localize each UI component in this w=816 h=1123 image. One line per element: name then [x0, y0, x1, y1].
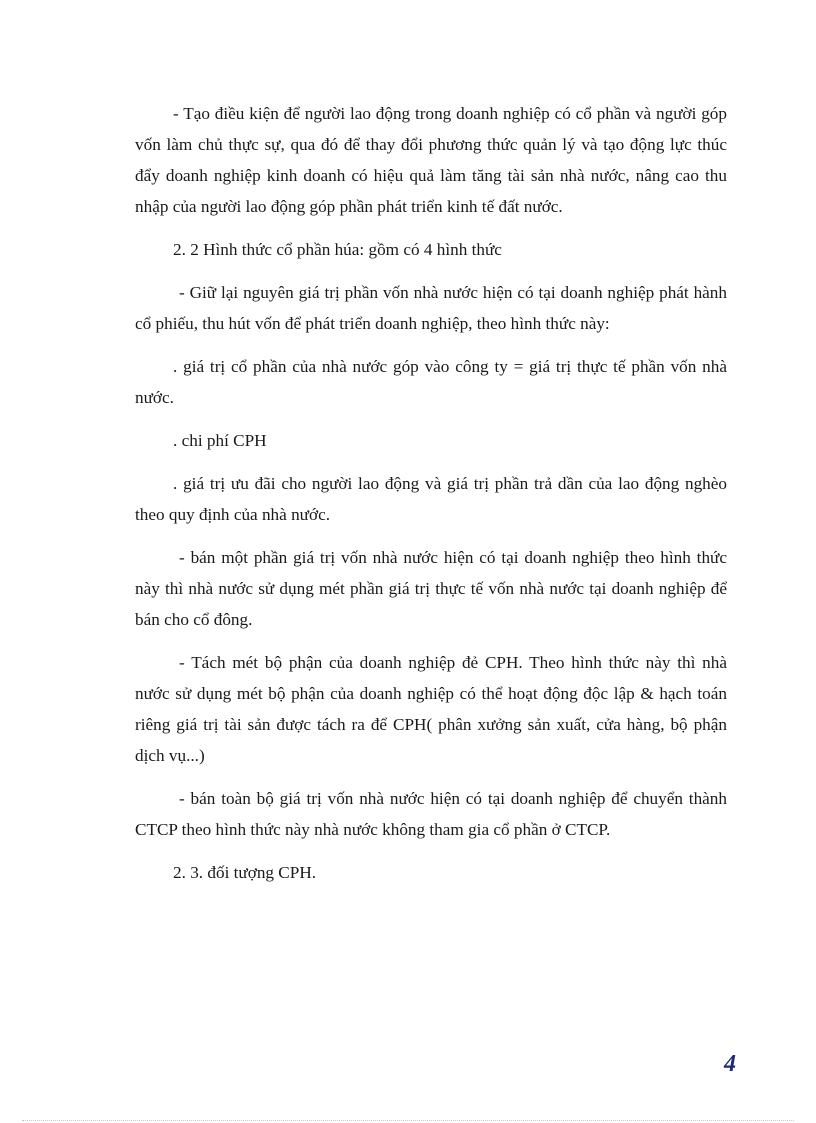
paragraph-form-1-item-c: . giá trị ưu đãi cho người lao động và giá trị phần trả dần của lao động nghèo theo quy định của nhà nước. — [135, 474, 727, 524]
paragraph-form-3: - Tách mét bộ phận của doanh nghiệp đẻ CPH. Theo hình thức này thì nhà nước sử dụng mét bộ phận của doanh nghiệp có thể hoạt động độc lập & hạch toán riêng giá trị tài sản được tách ra để CPH( phân xưởng sản xuất, cửa hàng, bộ phận dịch vụ...) — [135, 653, 727, 765]
paragraph-form-2: - bán một phần giá trị vốn nhà nước hiện có tại doanh nghiệp theo hình thức này thì nhà nước sử dụng mét phần giá trị thực tế vốn nhà nước tại doanh nghiệp để bán cho cổ đông. — [135, 548, 727, 629]
paragraph-objective: - Tạo điều kiện để người lao động trong doanh nghiệp có cổ phần và người góp vốn làm chủ thực sự, qua đó để thay đổi phương thức quản lý và tạo động lực thúc đẩy doanh nghiệp kinh doanh có hiệu quả làm tăng tài sản nhà nước, nâng cao thu nhập của người lao động góp phần phát triển kinh tế đất nước. — [135, 104, 727, 216]
paragraph-form-1-item-a: . giá trị cổ phần của nhà nước góp vào công ty = giá trị thực tế phần vốn nhà nước. — [135, 357, 727, 407]
paragraph-form-4: - bán toàn bộ giá trị vốn nhà nước hiện có tại doanh nghiệp để chuyển thành CTCP theo hình thức này nhà nước không tham gia cổ phần ở CTCP. — [135, 789, 727, 839]
page-bottom-rule — [22, 1120, 794, 1121]
section-heading-2-2: 2. 2 Hình thức cổ phần húa: gồm có 4 hình thức — [173, 240, 502, 259]
section-heading-2-3: 2. 3. đối tượng CPH. — [173, 863, 317, 882]
paragraph-form-1: - Giữ lại nguyên giá trị phần vốn nhà nước hiện có tại doanh nghiệp phát hành cổ phiếu, thu hút vốn để phát triển doanh nghiệp, theo hình thức này: — [135, 283, 727, 333]
page-number: 4 — [724, 1051, 736, 1077]
paragraph-form-1-item-b: . chi phí CPH — [173, 431, 267, 450]
document-body — [135, 98, 727, 900]
